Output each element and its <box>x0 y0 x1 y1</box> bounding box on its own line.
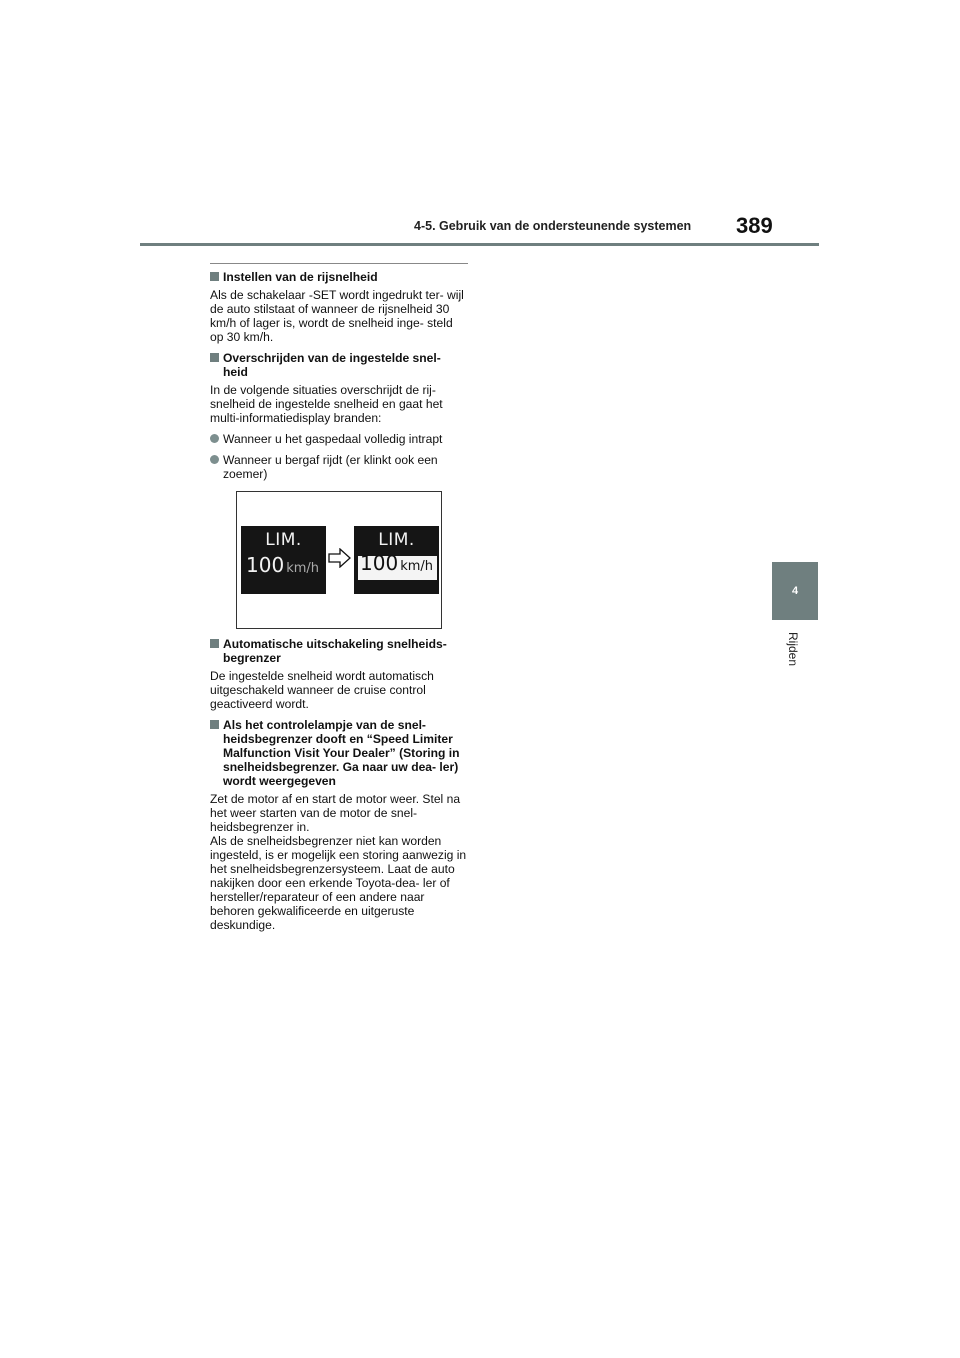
speed-value: 100 <box>246 553 285 577</box>
paragraph: Zet de motor af en start de motor weer. Stel na het weer starten van de motor de snel- heidsbegrenzer in. <box>210 792 461 834</box>
chapter-tab[interactable] <box>772 562 818 620</box>
paragraph: Als de schakelaar -SET wordt ingedrukt ter- wijl de auto stilstaat of wanneer de rijsnelheid 30 km/h of lager is, wordt de snelheid inge- steld op 30 km/h. <box>210 288 464 344</box>
square-bullet-icon <box>210 272 219 281</box>
list-item <box>210 432 468 446</box>
heading-text: Instellen van de rijsnelheid <box>223 270 378 284</box>
lim-label: LIM. <box>378 530 415 550</box>
header-rule <box>140 243 819 246</box>
circle-bullet-icon <box>210 434 219 443</box>
paragraph: In de volgende situaties overschrijdt de rij- snelheid de ingestelde snelheid en gaat het multi-informatiedisplay branden: <box>210 383 443 425</box>
list-item-text: Wanneer u het gaspedaal volledig intrapt <box>223 432 443 446</box>
page-number: 389 <box>736 213 773 238</box>
arrow-right-icon <box>328 548 352 568</box>
list-item <box>210 453 468 481</box>
speed-unit: km/h <box>286 561 319 576</box>
heading-text: Automatische uitschakeling snelheids- begrenzer <box>223 637 447 665</box>
list-item-text: Wanneer u bergaf rijdt (er klinkt ook een zoemer) <box>223 453 438 481</box>
section-heading <box>210 351 468 379</box>
heading-text: Als het controlelampje van de snel- heidsbegrenzer dooft en “Speed Limiter Malfunction Visit Your Dealer” (Storing in snelheidsbegrenzer. Ga naar uw dea- ler) wordt weergegeven <box>223 718 460 788</box>
square-bullet-icon <box>210 720 219 729</box>
square-bullet-icon <box>210 639 219 648</box>
section-heading <box>210 637 468 665</box>
square-bullet-icon <box>210 353 219 362</box>
chapter-number: 4 <box>791 585 799 597</box>
paragraph: De ingestelde snelheid wordt automatisch uitgeschakeld wanneer de cruise control geactiveerd wordt. <box>210 669 434 711</box>
circle-bullet-icon <box>210 455 219 464</box>
section-heading <box>210 270 468 284</box>
display-illustration <box>236 491 442 629</box>
paragraph: Als de snelheidsbegrenzer niet kan worden ingesteld, is er mogelijk een storing aanwezig in het snelheidsbegrenzersysteem. Laat de auto nakijken door een erkende Toyota-dea- ler of hersteller/reparateur of een andere naar behoren gekwalificeerde en uitgeruste deskundige. <box>210 834 467 932</box>
speed-row <box>246 553 324 582</box>
speed-row-highlighted <box>358 551 437 580</box>
speed-unit: km/h <box>400 559 433 574</box>
section-heading <box>210 718 468 788</box>
chapter-label: Rijden <box>786 632 800 667</box>
column-top-rule <box>210 263 468 264</box>
content-column <box>210 263 468 939</box>
heading-text: Overschrijden van de ingestelde snel- heid <box>223 351 441 379</box>
speed-limiter-display-normal <box>241 526 326 594</box>
lim-label: LIM. <box>265 530 302 550</box>
section-title: 4-5. Gebruik van de ondersteunende systemen <box>414 219 692 233</box>
speed-limiter-display-exceeded <box>354 526 439 594</box>
speed-value: 100 <box>360 551 399 575</box>
